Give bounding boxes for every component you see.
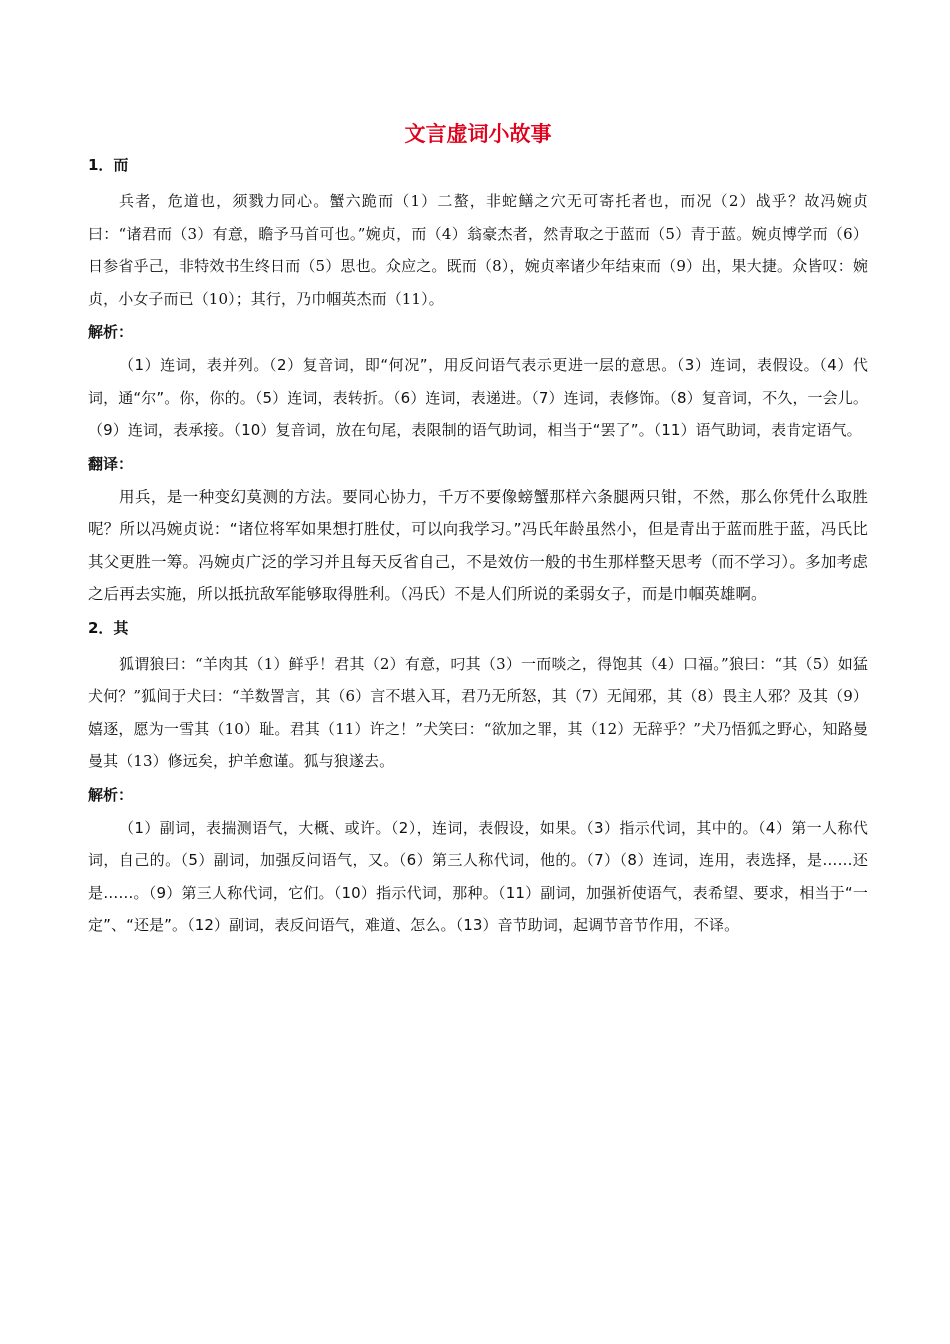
analysis-paragraph: （1）副词，表揣测语气，大概、或许。（2），连词，表假设，如果。（3）指示代词，其中的。（4）第一人称代词，自己的。（5）副词，加强反问语气，又。（6）第三人称代词，他的。（7）（8）连词，连用，表选择，是……还是……。（9）第三人称代词，它们。（10）指示代词，那种。（11）副词，加强祈使语气，表希望、要求，相当于“一定”、“还是”。（12）副词，表反问语气，难道、怎么。（13）音节助词，起调节音节作用，不译。 (88, 818, 868, 934)
story-paragraph: 狐谓狼曰：“羊肉其（1）鲜乎！君其（2）有意，叼其（3）一而啖之，得饱其（4）口福。”狼曰：“其（5）如猛犬何？”狐间于犬曰：“羊数詈言，其（6）言不堪入耳，君乃无所怒，其（7）无闻邪，其（8）畏主人邪？及其（9）嬉逐，愿为一雪其（10）耻。君其（11）许之！”犬笑曰：“欲加之罪，其（12）无辞乎？”犬乃悟狐之野心，知路曼曼其（13）修远矣，护羊愈谨。狐与狼遂去。 (88, 654, 868, 770)
section-er (88, 154, 868, 611)
document-title: 文言虚词小故事 (404, 122, 552, 146)
analysis-label: 解析： (88, 785, 134, 804)
section-heading: 2．其 (88, 618, 129, 637)
section-qi (88, 617, 868, 942)
analysis-label: 解析： (88, 323, 134, 341)
document-page (88, 118, 868, 948)
section-heading: 1．而 (88, 156, 129, 174)
translation-paragraph: 用兵，是一种变幻莫测的方法。要同心协力，千万不要像螃蟹那样六条腿两只钳，不然，那么你凭什么取胜呢？所以冯婉贞说：“诸位将军如果想打胜仗，可以向我学习。”冯氏年龄虽然小，但是青出于蓝而胜于蓝，冯氏比其父更胜一筹。冯婉贞广泛的学习并且每天反省自己，不是效仿一般的书生那样整天思考（而不学习）。多加考虑之后再去实施，所以抵抗敌军能够取得胜利。（冯氏）不是人们所说的柔弱女子，而是巾帼英雄啊。 (88, 487, 868, 603)
analysis-paragraph: （1）连词，表并列。（2）复音词，即“何况”，用反问语气表示更进一层的意思。（3）连词，表假设。（4）代词，通“尔”。你，你的。（5）连词，表转折。（6）连词，表递进。（7）连词，表修饰。（8）复音词，不久，一会儿。（9）连词，表承接。（10）复音词，放在句尾，表限制的语气助词，相当于“罢了”。（11）语气助词，表肯定语气。 (88, 356, 868, 439)
story-paragraph: 兵者，危道也，须戮力同心。蟹六跪而（1）二螯，非蛇鳝之穴无可寄托者也，而况（2）战乎？故冯婉贞曰：“诸君而（3）有意，瞻予马首可也。”婉贞，而（4）翁豪杰者，然青取之于蓝而（5）青于蓝。婉贞博学而（6）日参省乎己，非特效书生终日而（5）思也。众应之。既而（8），婉贞率诸少年结束而（9）出，果大捷。众皆叹：婉贞，小女子而已（10）；其行，乃巾帼英杰而（11）。 (88, 192, 868, 308)
translation-label: 翻译： (88, 454, 134, 473)
